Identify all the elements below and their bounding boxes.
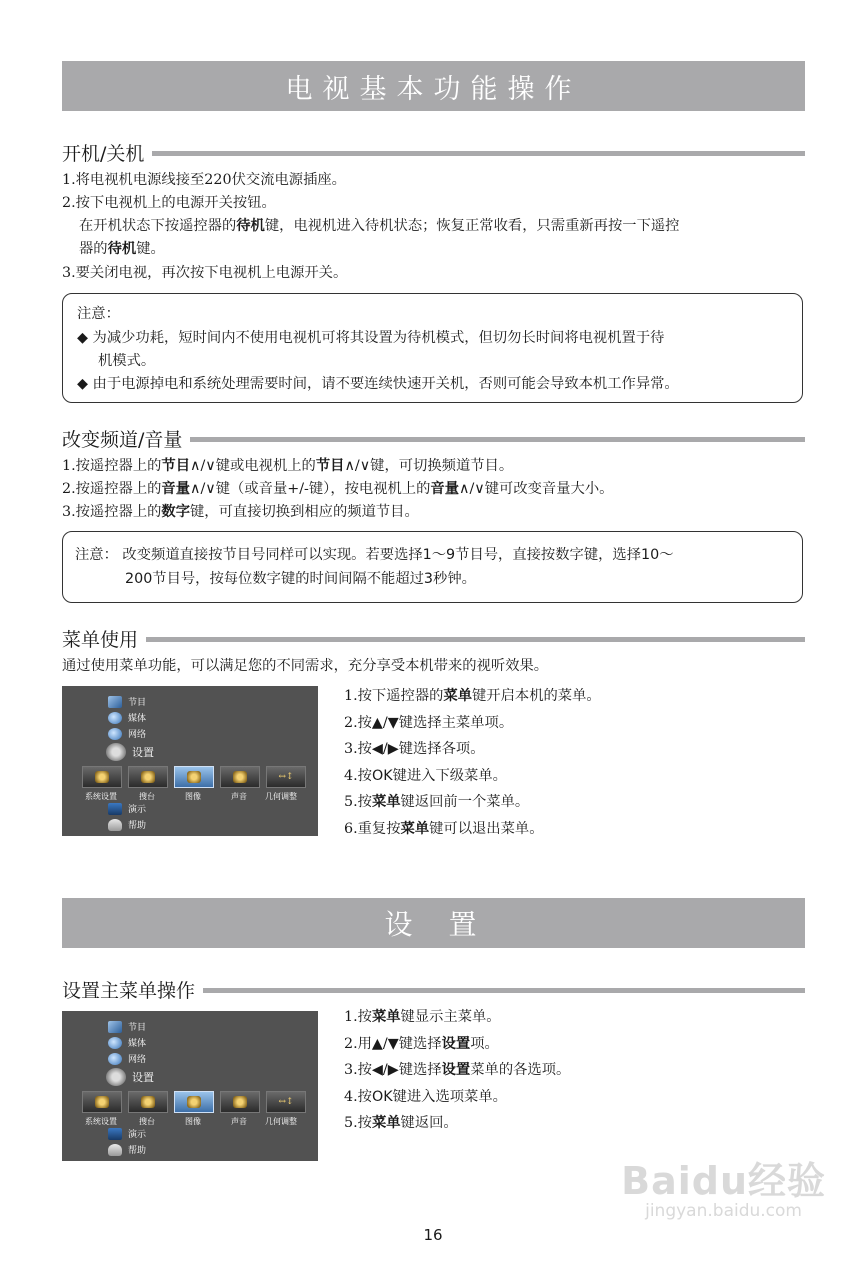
tile-sound: [220, 766, 260, 788]
arrows-icon: ↔↕: [278, 772, 294, 782]
text-part: 菜单的各选项。: [470, 1062, 571, 1078]
note-box: [62, 293, 803, 403]
antenna-icon: [141, 771, 155, 783]
step-line: [344, 1057, 570, 1084]
text-part: 键显示主菜单。: [400, 1009, 501, 1025]
text-part: 3.按遥控器上的: [62, 504, 162, 520]
step-line: [344, 710, 601, 737]
bold-keyword: 菜单: [371, 1115, 401, 1131]
sound-icon: [233, 1096, 247, 1108]
arrows-icon: ↔↕: [278, 1097, 294, 1107]
heading-rule: [152, 151, 805, 156]
tile-label: 系统设置: [85, 1117, 117, 1126]
key-label: OK: [371, 1088, 393, 1105]
tile-label: 声音: [231, 1117, 247, 1126]
text-part: ∧/∨键（或音量+/-键），按电视机上的: [190, 481, 431, 497]
text-part: 键开启本机的菜单。: [472, 688, 601, 704]
step-line: [344, 1110, 570, 1137]
text-line: [62, 455, 513, 477]
section-heading: [62, 626, 805, 650]
text-line: [62, 478, 613, 500]
media-icon: [108, 1037, 122, 1049]
menu-item-label: 演示: [128, 805, 147, 815]
menu-item-label: 网络: [128, 1055, 147, 1065]
settings-tiles: [82, 766, 312, 788]
help-icon: [108, 819, 122, 831]
text-part: 2.用▲/▼键选择: [344, 1035, 442, 1052]
help-icon: [108, 1144, 122, 1156]
text-part: ∧/∨键，可切换频道节目。: [344, 458, 514, 474]
sound-icon: [233, 771, 247, 783]
note-box: [62, 531, 803, 603]
text-part: 键进入下级菜单。: [392, 767, 507, 784]
gear-icon: [106, 743, 126, 761]
menu-item-demo: [108, 802, 146, 815]
step-line: [344, 736, 601, 763]
tile-label: 声音: [231, 792, 247, 801]
menu-item-label: 设置: [132, 746, 154, 759]
tile-label: 几何调整: [265, 792, 297, 801]
text-line: [79, 215, 679, 237]
steps-list: [344, 683, 601, 842]
heading-text: 开机/关机: [62, 142, 145, 165]
tv-icon: [108, 1021, 122, 1033]
note-bullet-cont: 机模式。: [98, 353, 156, 369]
text-line: 2.按下电视机上的电源开关按钮。: [62, 195, 276, 211]
steps-list: [344, 1004, 570, 1137]
bold-keyword: 设置: [441, 1035, 471, 1052]
step-line: [344, 1031, 570, 1058]
text-part: 键返回。: [400, 1115, 458, 1131]
bold-keyword: 菜单: [371, 1009, 401, 1025]
tile-geometry: [266, 766, 306, 788]
menu-item-program: [108, 695, 146, 708]
tile-search: [128, 1091, 168, 1113]
bold-keyword: 节目: [315, 458, 345, 474]
menu-item-label: 帮助: [128, 821, 147, 831]
tile-label: 几何调整: [265, 1117, 297, 1126]
bold-keyword: 待机: [236, 218, 265, 234]
page-number: 16: [423, 1226, 443, 1244]
section-banner: 电视基本功能操作: [62, 61, 805, 111]
text-part: 键进入选项菜单。: [392, 1088, 507, 1105]
image-icon: [187, 1096, 201, 1108]
step-line: [344, 1084, 570, 1111]
menu-item-media: [108, 711, 146, 724]
text-part: 键返回前一个菜单。: [400, 794, 530, 810]
antenna-icon: [141, 1096, 155, 1108]
step-line: [344, 763, 601, 790]
text-part: 2.按▲/▼键选择主菜单项。: [344, 714, 514, 731]
menu-item-label: 演示: [128, 1130, 147, 1140]
menu-item-label: 帮助: [128, 1146, 147, 1156]
monitor-icon: [108, 803, 122, 815]
watermark-logo: Baidu经验: [621, 1159, 826, 1203]
step-line: [344, 789, 601, 816]
bold-keyword: 菜单: [443, 688, 473, 704]
text-part: 2.按遥控器上的: [62, 481, 162, 497]
text-part: ∧/∨键或电视机上的: [190, 458, 316, 474]
watermark: [621, 1150, 826, 1221]
tile-sound: [220, 1091, 260, 1113]
monitor-icon: [108, 1128, 122, 1140]
heading-text: 改变频道/音量: [62, 428, 183, 451]
tile-label: 图像: [185, 1117, 201, 1126]
menu-item-label: 媒体: [128, 714, 147, 724]
menu-item-label: 媒体: [128, 1039, 147, 1049]
tile-search: [128, 766, 168, 788]
text-part: 6.重复按: [344, 820, 401, 837]
text-part: ∧/∨键可改变音量大小。: [459, 481, 614, 497]
heading-rule: [203, 988, 805, 993]
text-line: [62, 501, 419, 523]
text-part: 5.按: [344, 1115, 372, 1131]
text-part: 4.按: [344, 767, 372, 784]
note-bullet: ◆ 为减少功耗，短时间内不使用电视机可将其设置为待机模式，但切勿长时间将电视机置于待: [77, 330, 665, 346]
step-line: [344, 816, 601, 843]
step-line: [344, 1004, 570, 1031]
text-part: 1.按遥控器上的: [62, 458, 162, 474]
text-part: 1.按: [344, 1009, 372, 1025]
tile-image: [174, 1091, 214, 1113]
menu-item-settings: [106, 1068, 154, 1086]
menu-item-help: [108, 818, 146, 831]
bold-keyword: 数字: [161, 504, 191, 520]
menu-screenshot: [62, 686, 318, 836]
text-part: 键，可直接切换到相应的频道节目。: [190, 504, 419, 520]
note-heading: 注意：: [77, 306, 120, 322]
menu-item-demo: [108, 1127, 146, 1140]
watermark-url: jingyan.baidu.com: [645, 1201, 802, 1221]
heading-text: 菜单使用: [62, 628, 139, 651]
text-part: 1.按下遥控器的: [344, 688, 444, 704]
section-heading: [62, 140, 805, 164]
menu-item-label: 节目: [128, 1023, 147, 1033]
intro-text: 通过使用菜单功能，可以满足您的不同需求，充分享受本机带来的视听效果。: [62, 658, 549, 674]
menu-item-network: [108, 1052, 146, 1065]
menu-item-media: [108, 1036, 146, 1049]
text-part: 键。: [136, 241, 165, 257]
text-line: 3.要关闭电视，再次按下电视机上电源开关。: [62, 265, 348, 281]
tile-label: 搜台: [139, 792, 155, 801]
text-part: 键，电视机进入待机状态；恢复正常收看，只需重新再按一下遥控: [264, 218, 680, 234]
menu-item-label: 网络: [128, 730, 147, 740]
system-icon: [95, 771, 109, 783]
bold-keyword: 节目: [161, 458, 191, 474]
section-heading: [62, 426, 805, 450]
heading-rule: [146, 637, 805, 642]
text-part: 3.按◀/▶键选择各项。: [344, 741, 485, 757]
tile-label: 搜台: [139, 1117, 155, 1126]
menu-item-label: 设置: [132, 1071, 154, 1084]
text-part: 在开机状态下按遥控器的: [79, 218, 237, 234]
menu-screenshot: [62, 1011, 318, 1161]
menu-item-program: [108, 1020, 146, 1033]
gear-icon: [106, 1068, 126, 1086]
tile-system: [82, 766, 122, 788]
text-part: 3.按◀/▶键选择: [344, 1062, 442, 1078]
section-banner: 设置: [62, 898, 805, 948]
image-icon: [187, 771, 201, 783]
bold-keyword: 设置: [441, 1062, 471, 1078]
text-part: 键可以退出菜单。: [429, 820, 544, 837]
tile-label: 系统设置: [85, 792, 117, 801]
system-icon: [95, 1096, 109, 1108]
text-line: 1.将电视机电源线接至220伏交流电源插座。: [62, 172, 346, 188]
menu-item-help: [108, 1143, 146, 1156]
bold-keyword: 菜单: [400, 820, 430, 837]
note-bullet: ◆ 由于电源掉电和系统处理需要时间，请不要连续快速开关机，否则可能会导致本机工作异常。: [77, 376, 679, 392]
tile-image: [174, 766, 214, 788]
tv-icon: [108, 696, 122, 708]
bold-keyword: 待机: [107, 241, 137, 257]
settings-tiles: [82, 1091, 312, 1113]
media-icon: [108, 712, 122, 724]
tile-label: 图像: [185, 792, 201, 801]
text-line: [79, 238, 165, 260]
bold-keyword: 菜单: [371, 794, 401, 810]
globe-icon: [108, 1053, 122, 1065]
text-part: 5.按: [344, 794, 372, 810]
note-line: 注意： 改变频道直接按节目号同样可以实现。若要选择1～9节目号，直接按数字键，选择10～: [75, 547, 674, 563]
key-label: OK: [371, 767, 393, 784]
step-line: [344, 683, 601, 710]
tile-system: [82, 1091, 122, 1113]
section-heading: [62, 977, 805, 1001]
heading-text: 设置主菜单操作: [62, 979, 196, 1002]
menu-item-settings: [106, 743, 154, 761]
globe-icon: [108, 728, 122, 740]
menu-item-label: 节目: [128, 698, 147, 708]
bold-keyword: 音量: [161, 481, 191, 497]
text-part: 4.按: [344, 1088, 372, 1105]
bold-keyword: 音量: [430, 481, 459, 497]
text-part: 项。: [470, 1035, 499, 1052]
menu-item-network: [108, 727, 146, 740]
tile-geometry: [266, 1091, 306, 1113]
heading-rule: [190, 437, 805, 442]
note-line: 200节目号，按每位数字键的时间间隔不能超过3秒钟。: [125, 571, 476, 587]
text-part: 器的: [79, 241, 108, 257]
